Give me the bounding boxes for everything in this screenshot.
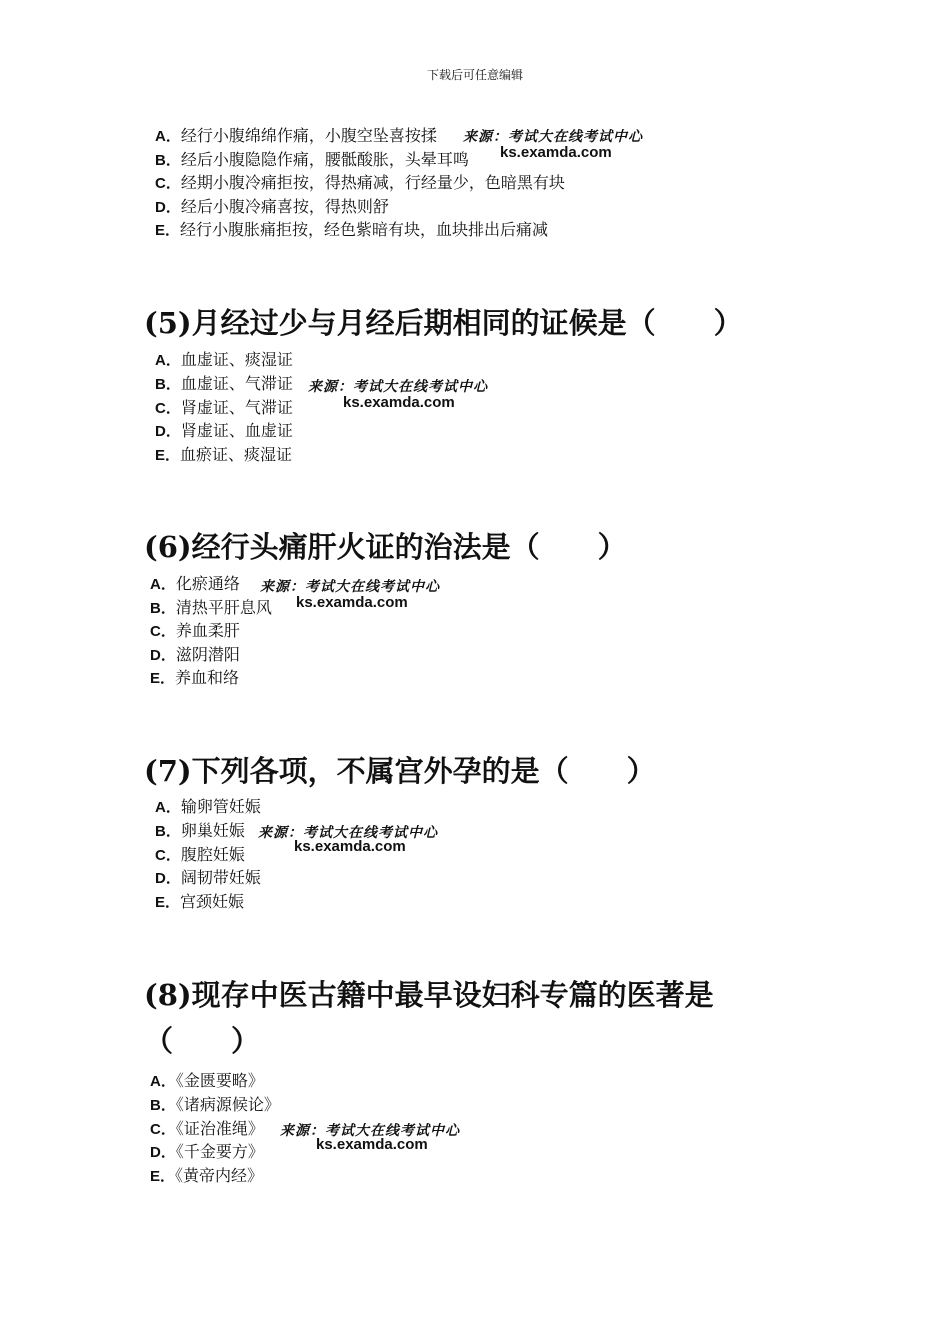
option-d: D．肾虚证、血虚证 [155,421,293,440]
watermark-site: ks.examda.com [296,594,408,611]
option-b: B．卵巢妊娠 [155,821,245,840]
watermark-site: ks.examda.com [316,1136,428,1153]
option-a: A．血虚证、痰湿证 [155,350,293,369]
option-e: E．经行小腹胀痛拒按，经色紫暗有块，血块排出后痛减 [155,220,549,239]
question-title: (7)下列各项，不属宫外孕的是（ ） [144,754,656,788]
option-b: B．血虚证、气滞证 [155,374,293,393]
option-e: E．血瘀证、痰湿证 [155,445,293,464]
option-d: D．《千金要方》 [150,1142,264,1161]
watermark-source: 来源：考试大在线考试中心 [280,1123,460,1139]
option-d: D．滋阴潜阳 [150,645,240,664]
option-d: D．经后小腹冷痛喜按，得热则舒 [155,197,389,216]
question-title: (6)经行头痛肝火证的治法是（ ） [144,530,627,564]
option-e: E．宫颈妊娠 [155,892,245,911]
option-c: C．《证治准绳》 [150,1119,264,1138]
page-header: 下载后可任意编辑 [426,68,523,82]
question-title: (8)现存中医古籍中最早设妇科专篇的医著是（ ） [144,978,714,1058]
watermark-source: 来源：考试大在线考试中心 [258,825,438,841]
watermark-site: ks.examda.com [294,838,406,855]
option-e: E．《黄帝内经》 [150,1166,264,1185]
watermark-site: ks.examda.com [500,144,612,161]
option-b: B．清热平肝息风 [150,598,272,617]
watermark-site: ks.examda.com [343,394,455,411]
option-a: A．经行小腹绵绵作痛，小腹空坠喜按揉 [155,126,437,145]
option-a: A．《金匮要略》 [150,1071,264,1090]
watermark-source: 来源：考试大在线考试中心 [308,379,488,395]
question-title: (5)月经过少与月经后期相同的证候是（ ） [144,306,743,340]
option-a: A．化瘀通络 [150,574,240,593]
watermark-source: 来源：考试大在线考试中心 [463,129,643,145]
option-d: D．阔韧带妊娠 [155,868,261,887]
option-c: C．养血柔肝 [150,621,240,640]
option-e: E．养血和络 [150,668,240,687]
option-c: C．腹腔妊娠 [155,845,245,864]
option-b: B．《诸病源候论》 [150,1095,280,1114]
option-b: B．经后小腹隐隐作痛，腰骶酸胀，头晕耳鸣 [155,150,469,169]
watermark-source: 来源：考试大在线考试中心 [260,579,440,595]
option-c: C．肾虚证、气滞证 [155,398,293,417]
option-c: C．经期小腹冷痛拒按，得热痛减，行经量少，色暗黑有块 [155,173,565,192]
option-a: A．输卵管妊娠 [155,797,261,816]
